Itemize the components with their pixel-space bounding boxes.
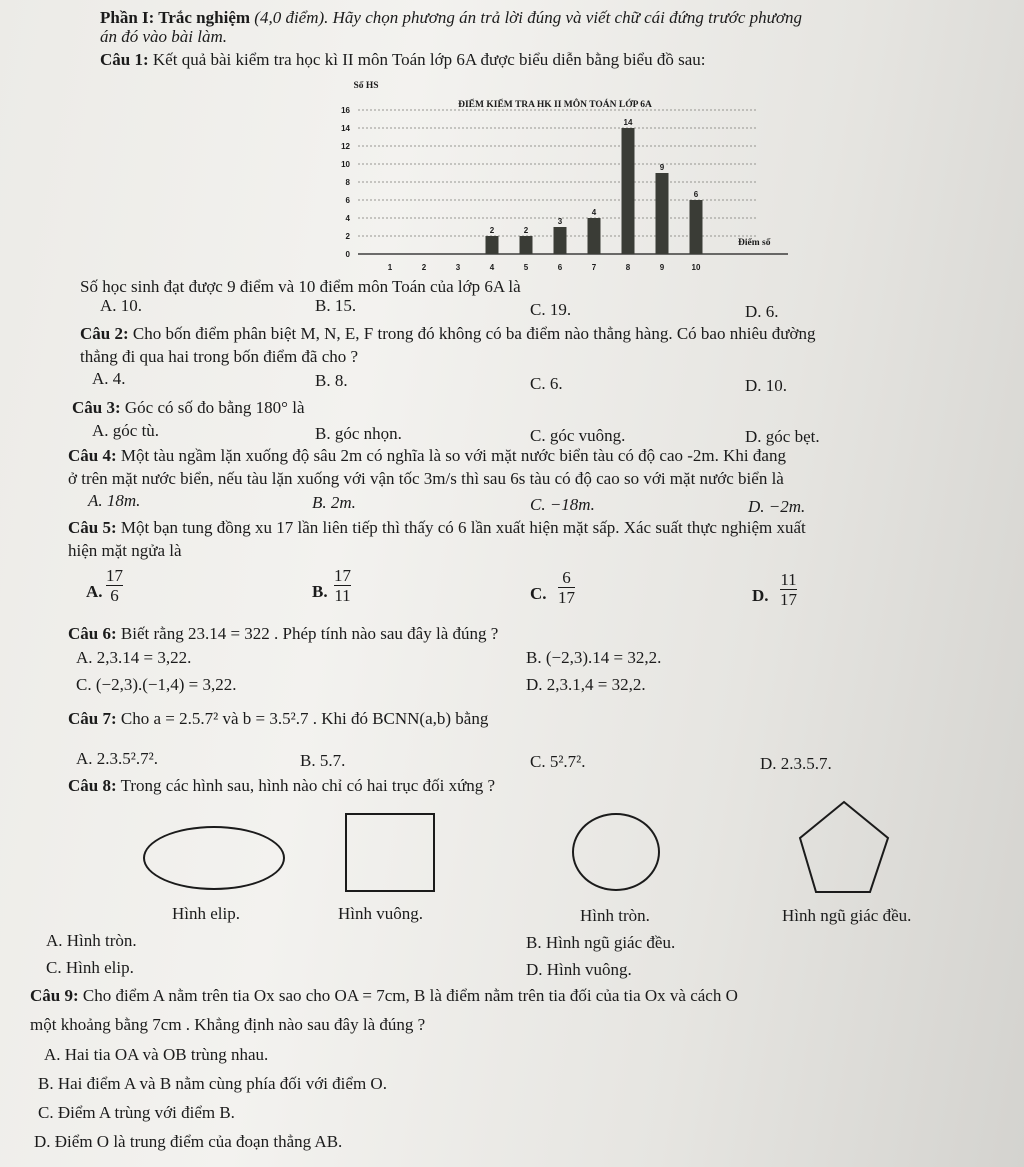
bar: [690, 200, 703, 254]
x-tick-label: 9: [659, 263, 665, 272]
question-label: Câu 1:: [100, 50, 149, 69]
data-label: 6: [693, 190, 699, 199]
x-tick-label: 7: [591, 263, 597, 272]
q5-option-c-fraction: [558, 568, 575, 607]
question-label: Câu 5:: [68, 518, 117, 537]
q9-option-d: D. Điểm O là trung điểm của đoạn thẳng AB.: [34, 1132, 343, 1151]
data-label: 14: [623, 118, 633, 127]
question-text: Một tàu ngầm lặn xuống độ sâu 2m có nghĩa là so với mặt nước biển tàu có độ cao -2m. Khi đang: [116, 446, 786, 465]
q1-option-c: C. 19.: [530, 300, 572, 319]
q3-option-d: D. góc bẹt.: [745, 427, 820, 446]
question-text: Góc có số đo bằng 180° là: [120, 398, 305, 417]
q1-option-b: B. 15.: [315, 296, 357, 315]
chart-title: ĐIỂM KIỂM TRA HK II MÔN TOÁN LỚP 6A: [458, 100, 652, 110]
y-tick-label: 10: [341, 160, 350, 169]
bar: [588, 218, 601, 254]
q5-option-b-fraction: [334, 566, 351, 605]
data-label: 2: [489, 226, 495, 235]
ellipse-figure: [143, 826, 285, 890]
q2-option-a: A. 4.: [92, 369, 126, 388]
q1-option-d: D. 6.: [745, 302, 779, 321]
question-text: Cho điểm A nằm trên tia Ox sao cho OA = 7cm, B là điểm nằm trên tia đối của tia Ox và cách O: [78, 986, 738, 1005]
square-figure: [345, 813, 435, 892]
question-8-stem: [68, 776, 495, 796]
x-tick-label: 6: [557, 263, 563, 272]
question-2-stem: [80, 324, 815, 344]
question-9-stem-cont: một khoảng bằng 7cm . Khẳng định nào sau đây là đúng ?: [30, 1015, 426, 1034]
q7-option-c: C. 5².7².: [530, 752, 586, 771]
x-axis-label: Điểm số: [738, 238, 771, 248]
q4-option-d: D. −2m.: [748, 497, 806, 516]
y-tick-label: 14: [341, 124, 350, 133]
q2-option-d: D. 10.: [745, 376, 788, 395]
question-text: Trong các hình sau, hình nào chỉ có hai trục đối xứng ?: [116, 776, 496, 795]
pentagon-figure: [796, 798, 896, 898]
numerator: 17: [334, 566, 351, 585]
q4-option-a: A. 18m.: [88, 491, 141, 510]
question-label: Câu 4:: [68, 446, 117, 465]
q9-option-c: C. Điểm A trùng với điểm B.: [38, 1103, 235, 1122]
q9-option-a: A. Hai tia OA và OB trùng nhau.: [44, 1045, 269, 1064]
q5-option-a-fraction: [106, 566, 123, 605]
q7-option-a: A. 2.3.5².7².: [76, 749, 158, 768]
numerator: 17: [106, 566, 123, 585]
q3-option-b: B. góc nhọn.: [315, 424, 402, 443]
q6-option-b: B. (−2,3).14 = 32,2.: [526, 648, 662, 667]
y-tick-label: 0: [345, 250, 350, 259]
question-text: Một bạn tung đồng xu 17 lần liên tiếp thì thấy có 6 lần xuất hiện mặt sấp. Xác suất thực nghiệm xuất: [116, 518, 806, 537]
question-label: Câu 7:: [68, 709, 117, 728]
question-3-stem: [72, 398, 305, 418]
x-tick-label: 1: [387, 263, 393, 272]
question-label: Câu 3:: [72, 398, 121, 417]
q2-option-c: C. 6.: [530, 374, 563, 393]
q6-option-d: D. 2,3.1,4 = 32,2.: [526, 675, 646, 694]
question-label: Câu 2:: [80, 324, 129, 343]
y-tick-label: 12: [341, 142, 350, 151]
y-tick-label: 6: [345, 196, 350, 205]
q5-option-a-letter: A.: [86, 582, 103, 601]
q5-option-b-letter: B.: [312, 582, 328, 601]
q9-option-b: B. Hai điểm A và B nằm cùng phía đối với điểm O.: [38, 1074, 387, 1093]
q5-option-d-letter: D.: [752, 586, 769, 605]
circle-caption: Hình tròn.: [580, 906, 650, 925]
question-9-stem: [30, 986, 738, 1006]
question-label: Câu 9:: [30, 986, 79, 1005]
data-label: 4: [591, 208, 597, 217]
y-axis-label: Số HS: [353, 81, 379, 91]
x-tick-label: 2: [421, 263, 427, 272]
square-caption: Hình vuông.: [338, 904, 423, 923]
denominator: 6: [110, 586, 119, 605]
part-title: [100, 8, 802, 28]
question-4-stem: [68, 446, 786, 466]
q8-option-c: C. Hình elip.: [46, 958, 134, 977]
x-tick-label: 5: [523, 263, 529, 272]
question-text: Cho bốn điểm phân biệt M, N, E, F trong đó không có ba điểm nào thẳng hàng. Có bao nhiêu đường: [128, 324, 816, 343]
numerator: 6: [562, 568, 571, 587]
denominator: 17: [780, 590, 797, 609]
q8-option-a: A. Hình tròn.: [46, 931, 137, 950]
data-label: 3: [557, 217, 563, 226]
q6-option-a: A. 2,3.14 = 3,22.: [76, 648, 192, 667]
question-1-prompt: Số học sinh đạt được 9 điểm và 10 điểm môn Toán của lớp 6A là: [80, 277, 521, 296]
question-4-stem-cont: ở trên mặt nước biển, nếu tàu lặn xuống với vận tốc 3m/s thì sau 6s tàu có độ cao so với mặt nước biển là: [68, 469, 784, 488]
bar: [622, 128, 635, 254]
q5-option-d-fraction: [780, 570, 797, 609]
q5-option-c-letter: C.: [530, 584, 547, 603]
x-tick-label: 3: [455, 263, 461, 272]
question-6-stem: [68, 624, 498, 644]
question-7-stem: [68, 709, 488, 729]
question-text: Biết rằng 23.14 = 322 . Phép tính nào sau đây là đúng ?: [116, 624, 499, 643]
question-2-stem-cont: thẳng đi qua hai trong bốn điểm đã cho ?: [80, 347, 359, 366]
pentagon-caption: Hình ngũ giác đều.: [782, 906, 912, 925]
data-label: 9: [659, 163, 665, 172]
question-text: Cho a = 2.5.7² và b = 3.5².7 . Khi đó BCNN(a,b) bằng: [116, 709, 489, 728]
bar: [656, 173, 669, 254]
x-tick-label: 8: [625, 263, 631, 272]
numerator: 11: [780, 570, 797, 589]
question-label: Câu 8:: [68, 776, 117, 795]
question-5-stem: [68, 518, 806, 538]
part-instruction: Hãy chọn phương án trả lời đúng và viết chữ cái đứng trước phương: [328, 8, 802, 27]
q3-option-a: A. góc tù.: [92, 421, 160, 440]
q4-option-c: C. −18m.: [530, 495, 595, 514]
denominator: 17: [558, 588, 575, 607]
y-tick-label: 8: [345, 178, 350, 187]
q6-option-c: C. (−2,3).(−1,4) = 3,22.: [76, 675, 237, 694]
q8-option-d: D. Hình vuông.: [526, 960, 632, 979]
y-tick-label: 16: [341, 106, 350, 115]
q7-option-d: D. 2.3.5.7.: [760, 754, 832, 773]
denominator: 11: [334, 586, 351, 605]
question-5-stem-cont: hiện mặt ngửa là: [68, 541, 182, 560]
bar: [486, 236, 499, 254]
question-label: Câu 6:: [68, 624, 117, 643]
question-text: Kết quả bài kiểm tra học kì II môn Toán lớp 6A được biểu diễn bằng biểu đồ sau:: [148, 50, 706, 69]
q1-option-a: A. 10.: [100, 296, 143, 315]
x-tick-label: 4: [489, 263, 495, 272]
ellipse-caption: Hình elip.: [172, 904, 240, 923]
part-label: Phần I: Trắc nghiệm: [100, 8, 255, 27]
y-tick-label: 2: [345, 232, 350, 241]
part-points: (4,0 điểm).: [254, 8, 329, 27]
q4-option-b: B. 2m.: [312, 493, 356, 512]
q2-option-b: B. 8.: [315, 371, 348, 390]
bar: [520, 236, 533, 254]
bar: [554, 227, 567, 254]
q8-option-b: B. Hình ngũ giác đều.: [526, 933, 676, 952]
part-instruction-cont: án đó vào bài làm.: [100, 27, 228, 46]
question-1-stem: [100, 50, 705, 70]
x-tick-label: 10: [691, 263, 701, 272]
y-tick-label: 4: [345, 214, 350, 223]
q3-option-c: C. góc vuông.: [530, 426, 626, 445]
q7-option-b: B. 5.7.: [300, 751, 346, 770]
bar-chart: [330, 78, 800, 278]
data-label: 2: [523, 226, 529, 235]
circle-figure: [572, 813, 660, 891]
